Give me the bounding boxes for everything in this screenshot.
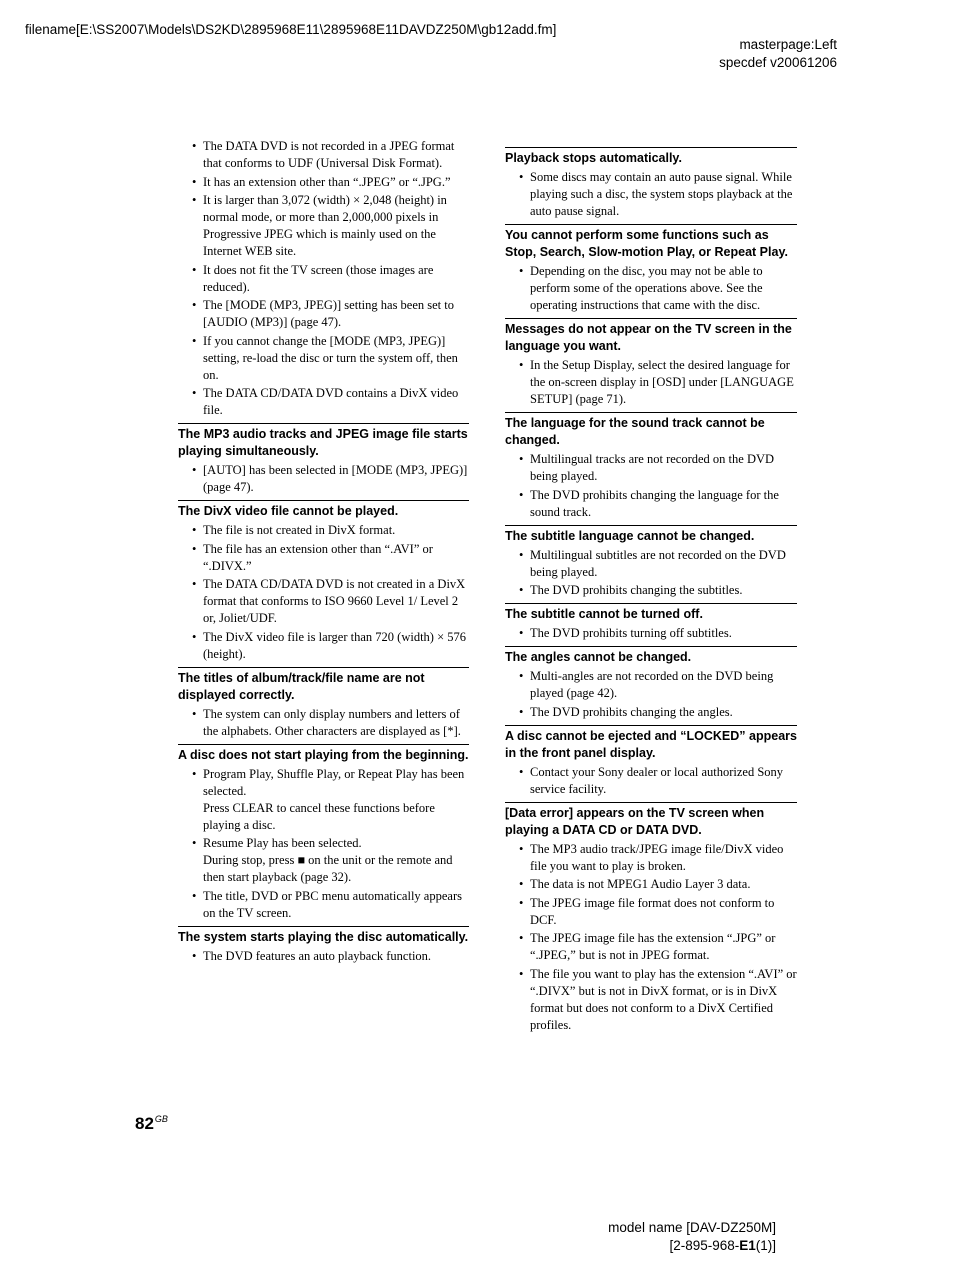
section-heading: A disc does not start playing from the beginning. bbox=[178, 747, 469, 762]
bullet-text: • The file you want to play has the extension “.AVI” or “.DIVX” but is not in DivX format, or is in DivX format but does not conform to a DivX Certified profiles. bbox=[530, 966, 797, 1032]
right-column bbox=[505, 143, 797, 1035]
bullet-text: • Resume Play has been selected. bbox=[203, 836, 362, 850]
section-heading: The language for the sound track cannot be changed. bbox=[505, 416, 765, 447]
bullet-text: • The DVD prohibits turning off subtitles. bbox=[530, 626, 732, 640]
bullet-item bbox=[505, 169, 797, 220]
bullet-text: • The title, DVD or PBC menu automatically appears on the TV screen. bbox=[203, 888, 462, 920]
bullet-item bbox=[178, 835, 469, 886]
bullet-item bbox=[178, 333, 469, 384]
troubleshooting-section bbox=[178, 926, 469, 965]
bullet-item bbox=[178, 174, 469, 191]
bullet-text: • Multi-angles are not recorded on the DVD being played (page 42). bbox=[530, 669, 774, 700]
bullet-item bbox=[178, 192, 469, 260]
masterpage-header bbox=[719, 36, 837, 72]
bullet-text: • The DVD features an auto playback function. bbox=[203, 948, 432, 963]
bullet-item bbox=[178, 541, 469, 575]
bullet-item bbox=[178, 262, 469, 296]
page-number-suffix: GB bbox=[154, 1114, 168, 1125]
bullet-text: • It is larger than 3,072 (width) × 2,048 (height) in normal mode, or more than 2,000,000 pixels in Progressive JPEG which is mainly used on the Internet WEB site. bbox=[203, 193, 447, 258]
section-heading: The system starts playing the disc automatically. bbox=[178, 929, 469, 944]
bullet-text: • The DVD prohibits changing the subtitles. bbox=[530, 583, 743, 597]
bullet-item bbox=[178, 462, 469, 496]
bullet-text: • The JPEG image file has the extension “.JPG” or “.JPEG,” but is not in JPEG format. bbox=[530, 931, 776, 962]
bullet-text: • The MP3 audio track/JPEG image file/DivX video file you want to play is broken. bbox=[530, 841, 784, 873]
section-heading: [Data error] appears on the TV screen when playing a DATA CD or DATA DVD. bbox=[505, 805, 765, 837]
bullet-text: • Multilingual subtitles are not recorded on the DVD being played. bbox=[530, 547, 786, 579]
section-heading: The DivX video file cannot be played. bbox=[178, 504, 399, 518]
bullet-text: • The file has an extension other than “.AVI” or “.DIVX.” bbox=[203, 541, 433, 573]
page-number-value: 82 bbox=[135, 1114, 154, 1133]
troubleshooting-section bbox=[178, 500, 469, 663]
bullet-list bbox=[178, 766, 469, 922]
footer bbox=[608, 1219, 776, 1255]
masterpage-text: masterpage:Left bbox=[739, 37, 837, 52]
page-number bbox=[135, 1114, 168, 1134]
bullet-item bbox=[505, 487, 797, 521]
bullet-item bbox=[178, 766, 469, 834]
troubleshooting-section bbox=[505, 646, 797, 721]
bullet-item bbox=[505, 704, 797, 721]
bullet-item bbox=[505, 764, 797, 798]
specdef-text: specdef v20061206 bbox=[719, 55, 837, 70]
bullet-text: • It has an extension other than “.JPEG” or “.JPG.” bbox=[203, 174, 451, 189]
troubleshooting-section bbox=[505, 318, 797, 408]
bullet-text: • The system can only display numbers and letters of the alphabets. Other characters are displayed as [*]. bbox=[203, 706, 461, 738]
bullet-list bbox=[505, 357, 797, 408]
bullet-item bbox=[505, 582, 797, 599]
bullet-item bbox=[178, 297, 469, 331]
troubleshooting-section bbox=[505, 525, 797, 600]
troubleshooting-section bbox=[505, 412, 797, 521]
bullet-list bbox=[505, 841, 797, 1034]
bullet-item bbox=[505, 895, 797, 929]
bullet-text: • Multilingual tracks are not recorded on the DVD being played. bbox=[530, 452, 775, 483]
bullet-list bbox=[178, 138, 469, 419]
bullet-text: • The data is not MPEG1 Audio Layer 3 data. bbox=[530, 877, 751, 891]
bullet-item bbox=[505, 930, 797, 964]
section-heading: The MP3 audio tracks and JPEG image file starts playing simultaneously. bbox=[178, 427, 468, 458]
filename-text: filename[E:\SS2007\Models\DS2KD\2895968E11\2895968E11DAVDZ250M\gb12add.fm] bbox=[25, 22, 557, 37]
bullet-list bbox=[505, 668, 797, 721]
model-code-text bbox=[608, 1237, 776, 1255]
troubleshooting-section bbox=[178, 138, 469, 419]
bullet-list bbox=[505, 625, 797, 642]
bullet-text: • The JPEG image file format does not conform to DCF. bbox=[530, 895, 775, 927]
troubleshooting-section bbox=[505, 147, 797, 220]
troubleshooting-section bbox=[505, 725, 797, 798]
bullet-text: • In the Setup Display, select the desired language for the on-screen display in [OSD] under [LANGUAGE SETUP] (page 71). bbox=[530, 358, 794, 406]
bullet-item bbox=[178, 385, 469, 419]
model-code-bold: E1 bbox=[739, 1238, 756, 1253]
bullet-item bbox=[178, 522, 469, 539]
bullet-item bbox=[505, 357, 797, 408]
bullet-list bbox=[505, 451, 797, 521]
bullet-item bbox=[505, 263, 797, 314]
troubleshooting-section bbox=[178, 744, 469, 922]
bullet-list bbox=[505, 764, 797, 798]
section-heading: The angles cannot be changed. bbox=[505, 650, 692, 664]
section-heading: You cannot perform some functions such as Stop, Search, Slow-motion Play, or Repeat Play. bbox=[505, 228, 788, 259]
bullet-item bbox=[505, 668, 797, 702]
bullet-item bbox=[505, 876, 797, 893]
bullet-item bbox=[178, 629, 469, 663]
bullet-item bbox=[505, 625, 797, 642]
bullet-text: Press CLEAR to cancel these functions before playing a disc. bbox=[203, 800, 435, 832]
left-column bbox=[178, 138, 469, 966]
bullet-text: • Contact your Sony dealer or local authorized Sony service facility. bbox=[530, 764, 784, 796]
model-code-prefix: [2-895-968- bbox=[669, 1238, 740, 1253]
section-heading: The subtitle language cannot be changed. bbox=[505, 528, 755, 543]
section-heading: The titles of album/track/file name are not displayed correctly. bbox=[178, 670, 425, 702]
troubleshooting-section bbox=[505, 224, 797, 314]
bullet-item bbox=[178, 706, 469, 740]
bullet-text: • The DATA CD/DATA DVD is not created in a DivX format that conforms to ISO 9660 Level 1/ Level 2 or, Joliet/UDF. bbox=[203, 577, 466, 625]
bullet-item bbox=[505, 966, 797, 1034]
bullet-item bbox=[505, 841, 797, 875]
bullet-item bbox=[505, 451, 797, 485]
bullet-list bbox=[178, 706, 469, 740]
bullet-item bbox=[505, 547, 797, 581]
bullet-list bbox=[505, 547, 797, 600]
model-code-suffix: (1)] bbox=[755, 1238, 776, 1253]
bullet-text: • The DivX video file is larger than 720 (width) × 576 (height). bbox=[203, 629, 467, 661]
bullet-text: • If you cannot change the [MODE (MP3, JPEG)] setting, re-load the disc or turn the system off, then on. bbox=[203, 333, 458, 382]
section-heading: Playback stops automatically. bbox=[505, 151, 682, 165]
bullet-text: • Some discs may contain an auto pause signal. While playing such a disc, the system stops playback at the auto pause signal. bbox=[530, 170, 793, 218]
section-heading: Messages do not appear on the TV screen in the language you want. bbox=[505, 322, 792, 353]
bullet-text: • The file is not created in DivX format. bbox=[203, 523, 396, 537]
bullet-text: • The DVD prohibits changing the angles. bbox=[530, 704, 733, 719]
section-heading: A disc cannot be ejected and “LOCKED” appears in the front panel display. bbox=[505, 728, 797, 760]
model-name-text: model name [DAV-DZ250M] bbox=[608, 1220, 776, 1235]
bullet-text: • Depending on the disc, you may not be able to perform some of the operations above. See the operating instructions that came with the disc. bbox=[530, 264, 763, 312]
bullet-text: • The [MODE (MP3, JPEG)] setting has been set to [AUDIO (MP3)] (page 47). bbox=[203, 298, 455, 329]
bullet-text: • [AUTO] has been selected in [MODE (MP3, JPEG)] (page 47). bbox=[203, 463, 468, 494]
bullet-text: • The DATA CD/DATA DVD contains a DivX video file. bbox=[203, 386, 459, 417]
troubleshooting-section bbox=[505, 802, 797, 1034]
bullet-list bbox=[178, 522, 469, 663]
bullet-list bbox=[505, 169, 797, 220]
bullet-item bbox=[178, 576, 469, 627]
bullet-text: • It does not fit the TV screen (those images are reduced). bbox=[203, 262, 434, 294]
section-heading: The subtitle cannot be turned off. bbox=[505, 607, 703, 621]
bullet-list bbox=[178, 948, 469, 965]
troubleshooting-section bbox=[178, 667, 469, 740]
bullet-text: • The DATA DVD is not recorded in a JPEG format that conforms to UDF (Universal Disk Format). bbox=[203, 139, 455, 170]
troubleshooting-section bbox=[178, 423, 469, 496]
filename-header bbox=[25, 21, 556, 39]
bullet-list bbox=[505, 263, 797, 314]
bullet-item bbox=[178, 138, 469, 172]
troubleshooting-section bbox=[505, 603, 797, 642]
bullet-list bbox=[178, 462, 469, 496]
bullet-text: • Program Play, Shuffle Play, or Repeat Play has been selected. bbox=[203, 766, 465, 798]
bullet-item bbox=[178, 948, 469, 965]
bullet-text: During stop, press ■ on the unit or the remote and then start playback (page 32). bbox=[203, 853, 453, 884]
bullet-text: • The DVD prohibits changing the language for the sound track. bbox=[530, 487, 779, 519]
bullet-item bbox=[178, 888, 469, 922]
